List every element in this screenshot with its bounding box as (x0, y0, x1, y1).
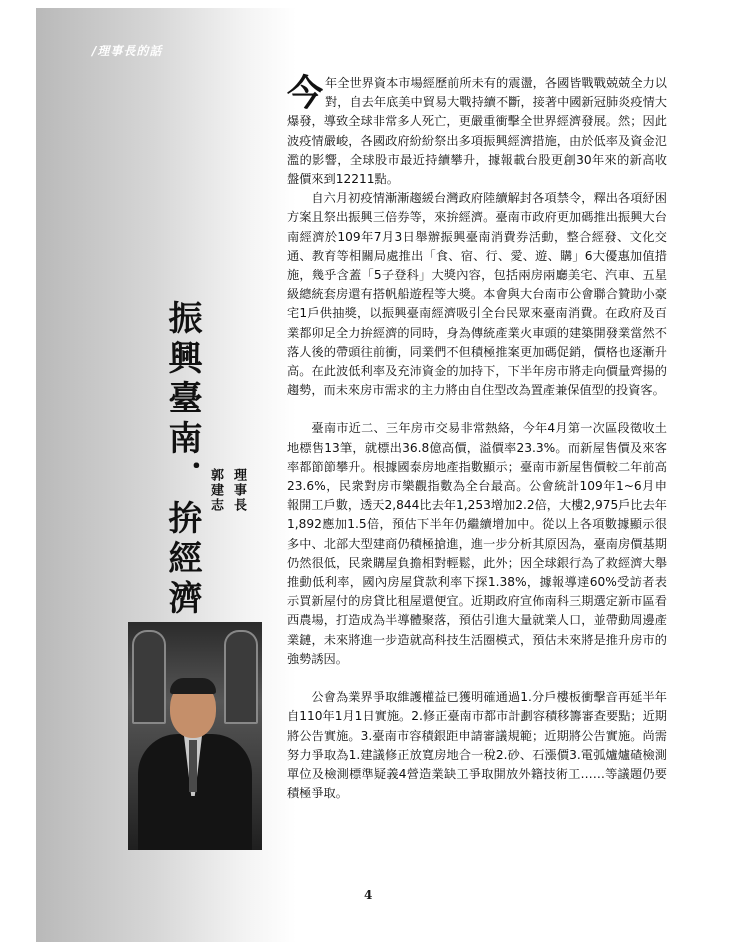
paragraph-1 (287, 74, 667, 189)
author-byline (208, 468, 248, 588)
paragraph-1-text: 年全世界資本市場經歷前所未有的震盪，各國皆戰戰兢兢全力以對，自去年底美中貿易大戰持續不斷，接著中國新冠肺炎疫情大爆發，導致全球非常多人死亡，更嚴重衝擊全世界經濟發展。然；因此波疫情嚴峻，各國政府紛紛祭出多項振興經濟措施，由於低率及資金氾濫的影響，全球股市最近持續攀升，據報載台股更創30年來的新高收盤價來到12211點。 (287, 76, 667, 187)
window-arch-left (132, 630, 166, 724)
paragraph-3: 臺南市近二、三年房市交易非常熱絡，今年4月第一次區段徵收土地標售13筆，就標出36.8億高價，溢價率23.3%。而新屋售價及來客率都節節攀升。根據國泰房地產指數顯示；臺南市新屋售價較二年前高23.6%，民衆對房市樂觀指數為全台最高。公會統計109年1~6月申報開工戶數，透天2,844比去年1,253增加2.2倍，大樓2,975戶比去年1,892應加1.5倍，預估下半年仍繼續增加中。從以上各項數據顯示很多中、北部大型建商仍積極搶進，進一步分析其原因為，臺南房價基期仍然很低，民衆購屋負擔相對輕鬆，此外；因全球銀行為了救經濟大舉推動低利率，國內房屋貸款利率下探1.38%，據報導達60%受訪者表示買新屋付的房貸比租屋還便宜。近期政府宣佈南科三期選定新市區看西農場，打造成為半導體聚落，預估引進大量就業人口，並帶動周邊產業鏈，未來將進一步造就高科技生活圈模式，預估未來將是推升房市的強勢誘因。 (287, 421, 667, 666)
paragraph-2: 自六月初疫情漸漸趨緩台灣政府陸續解封各項禁令，釋出各項紓困方案且祭出振興三倍券等，來拚經濟。臺南市政府更加碼推出振興大台南經濟於109年7月3日舉辦振興臺南消費券活動，整合經發、文化交通、教育等相關局處推出「食、宿、行、愛、遊、購」6大優惠加值措施，幾乎含蓋「5子登科」大獎內容，包括兩房兩廳美宅、汽車、五星級總統套房還有搭帆船遊程等大獎。本會與大台南市公會聯合贊助小豪宅1戶供抽獎，以振興臺南經濟吸引全台民眾來臺南消費。在政府及百業都卯足全力拚經濟的同時，身為傳統產業火車頭的建築開發業當然不落人後的帶頭往前衝，同業們不但積極推案更加碼促銷，價格也逐漸升高。在此波低利率及充沛資金的加持下，下半年房市將走向價量齊揚的趨勢，而未來房市需求的主力將由自住型改為置產兼保值型的投資客。 (287, 191, 667, 398)
section-label: /理事長的話 (92, 44, 163, 58)
author-name: 郭建志 (208, 468, 223, 513)
drop-cap: 今 (287, 72, 324, 114)
page-number: 4 (364, 888, 373, 902)
article-body (287, 74, 667, 803)
article-title: 振興臺南．拚經濟 (162, 300, 202, 620)
tie-shape (189, 740, 197, 792)
author-photo (128, 622, 262, 850)
paragraph-4: 公會為業界爭取維護權益已獲明確通過1.分戶樓板衝擊音再延半年自110年1月1日實施。2.修正臺南市都市計劃容積移籌審查要點；近期將公告實施。3.臺南市容積銀距申請審議規範；近期將公告實施。尚需努力爭取為1.建議修正放寬房地合一稅2.砂、石漲價3.電弧爐爐碴檢測單位及檢測標準疑義4營造業缺工爭取開放外籍技術工……等議題仍要積極爭取。 (287, 690, 667, 801)
hair-shape (170, 678, 216, 694)
window-arch-right (224, 630, 258, 724)
author-role: 理事長 (231, 468, 246, 513)
